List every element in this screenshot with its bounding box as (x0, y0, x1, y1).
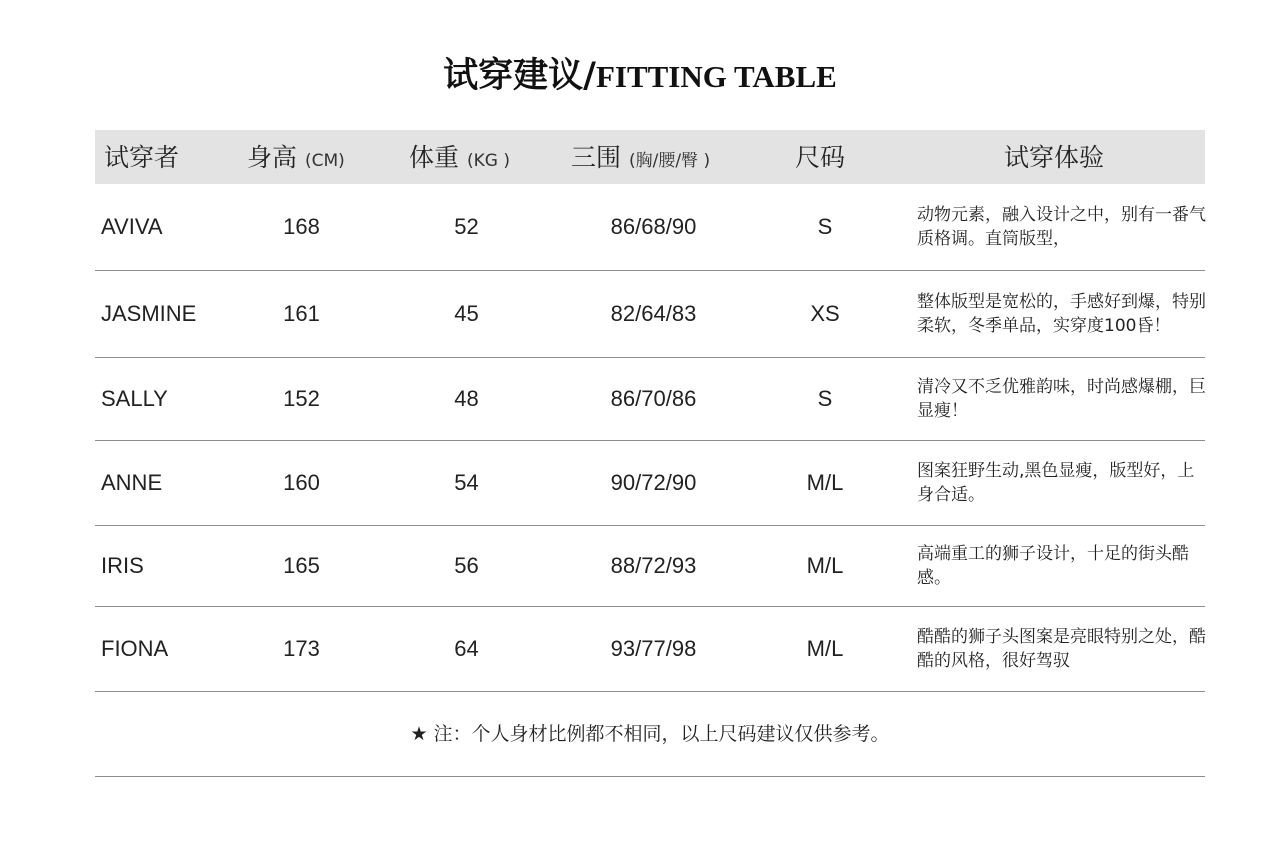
cell-experience-text: 酷酷的狮子头图案是亮眼特别之处，酷酷的风格，很好驾驭 (917, 627, 1206, 671)
cell-measure-text: 93/77/98 (610, 636, 697, 661)
cell-experience-text: 整体版型是宽松的，手感好到爆，特别柔软，冬季单品，实穿度100昏！ (917, 292, 1206, 336)
cell-measure-text: 86/70/86 (610, 386, 697, 411)
cell-height-text: 160 (283, 470, 320, 495)
cell-weight-text: 52 (454, 214, 479, 239)
header-weight-unit: (KG ) (466, 151, 510, 171)
table-header (95, 130, 1205, 184)
cell-name-text: SALLY (101, 386, 168, 411)
cell-size-text: M/L (806, 636, 844, 661)
cell-name (101, 526, 221, 606)
cell-height (245, 358, 358, 440)
cell-experience (917, 271, 1207, 357)
cell-size-text: S (817, 386, 833, 411)
header-name-label: 试穿者 (104, 143, 180, 172)
cell-height-text: 173 (283, 636, 320, 661)
cell-name (101, 358, 221, 440)
header-height-label: 身高 (247, 143, 298, 172)
cell-size (790, 358, 860, 440)
cell-measure (575, 358, 732, 440)
cell-height (245, 607, 358, 691)
note-row (95, 692, 1205, 777)
header-weight-label: 体重 (409, 143, 460, 172)
title-chinese: 试穿建议/ (443, 56, 596, 96)
cell-height-text: 165 (283, 553, 320, 578)
header-measure-unit: (胸/腰/臀 ) (628, 151, 711, 171)
cell-measure-text: 86/68/90 (610, 214, 697, 239)
cell-name (101, 441, 221, 525)
cell-measure-text: 90/72/90 (610, 470, 697, 495)
size-note: ★ 注：个人身材比例都不相同，以上尺码建议仅供参考。 (410, 723, 890, 745)
header-size-label: 尺码 (795, 143, 846, 172)
cell-name-text: IRIS (101, 553, 144, 578)
cell-weight-text: 54 (454, 470, 479, 495)
cell-measure (575, 526, 732, 606)
header-size (795, 130, 845, 184)
cell-experience-text: 动物元素，融入设计之中，别有一番气质格调。直筒版型， (917, 205, 1206, 249)
cell-measure (575, 184, 732, 270)
cell-size (790, 184, 860, 270)
table-body (95, 184, 1205, 692)
cell-experience-text: 清冷又不乏优雅韵味，时尚感爆棚，巨显瘦！ (917, 377, 1206, 421)
table-row (95, 441, 1205, 526)
cell-name (101, 271, 221, 357)
cell-measure (575, 441, 732, 525)
cell-experience (917, 358, 1207, 440)
title-english: FITTING TABLE (595, 59, 837, 94)
cell-name (101, 607, 221, 691)
cell-measure-text: 82/64/83 (610, 301, 697, 326)
cell-height (245, 271, 358, 357)
cell-weight (410, 184, 523, 270)
table-row (95, 271, 1205, 358)
header-experience-label: 试穿体验 (1004, 143, 1105, 172)
cell-experience (917, 184, 1207, 270)
cell-weight-text: 56 (454, 553, 479, 578)
cell-experience (917, 441, 1207, 525)
cell-weight (410, 358, 523, 440)
cell-size (790, 441, 860, 525)
cell-size-text: XS (810, 301, 840, 326)
cell-weight-text: 64 (454, 636, 479, 661)
cell-size (790, 271, 860, 357)
cell-height-text: 168 (283, 214, 320, 239)
cell-measure-text: 88/72/93 (610, 553, 697, 578)
cell-name-text: JASMINE (101, 301, 197, 326)
cell-weight (410, 607, 523, 691)
cell-weight (410, 441, 523, 525)
table-row (95, 526, 1205, 607)
header-name (104, 130, 179, 184)
header-experience (1004, 130, 1104, 184)
header-height (247, 130, 345, 184)
header-weight (409, 130, 510, 184)
cell-weight (410, 271, 523, 357)
cell-size-text: M/L (806, 553, 844, 578)
cell-size-text: S (817, 214, 833, 239)
cell-experience-text: 高端重工的狮子设计，十足的街头酷感。 (917, 544, 1189, 588)
cell-height (245, 184, 358, 270)
header-height-unit: (CM) (304, 151, 345, 171)
cell-size (790, 607, 860, 691)
cell-height-text: 152 (283, 386, 320, 411)
cell-experience-text: 图案狂野生动,黑色显瘦，版型好，上身合适。 (917, 461, 1195, 505)
cell-name-text: AVIVA (101, 214, 163, 239)
cell-name-text: FIONA (101, 636, 169, 661)
cell-size-text: M/L (806, 470, 844, 495)
cell-experience (917, 526, 1207, 606)
page-title (0, 48, 1280, 98)
cell-measure (575, 271, 732, 357)
cell-weight (410, 526, 523, 606)
cell-measure (575, 607, 732, 691)
cell-name (101, 184, 221, 270)
cell-weight-text: 48 (454, 386, 479, 411)
cell-experience (917, 607, 1207, 691)
table-row (95, 358, 1205, 441)
cell-size (790, 526, 860, 606)
cell-height (245, 526, 358, 606)
cell-height-text: 161 (283, 301, 320, 326)
cell-name-text: ANNE (101, 470, 163, 495)
table-row (95, 607, 1205, 692)
cell-weight-text: 45 (454, 301, 479, 326)
fitting-table (95, 130, 1205, 777)
table-row (95, 184, 1205, 271)
header-measure-label: 三围 (571, 143, 622, 172)
cell-height (245, 441, 358, 525)
header-measure (571, 130, 710, 184)
